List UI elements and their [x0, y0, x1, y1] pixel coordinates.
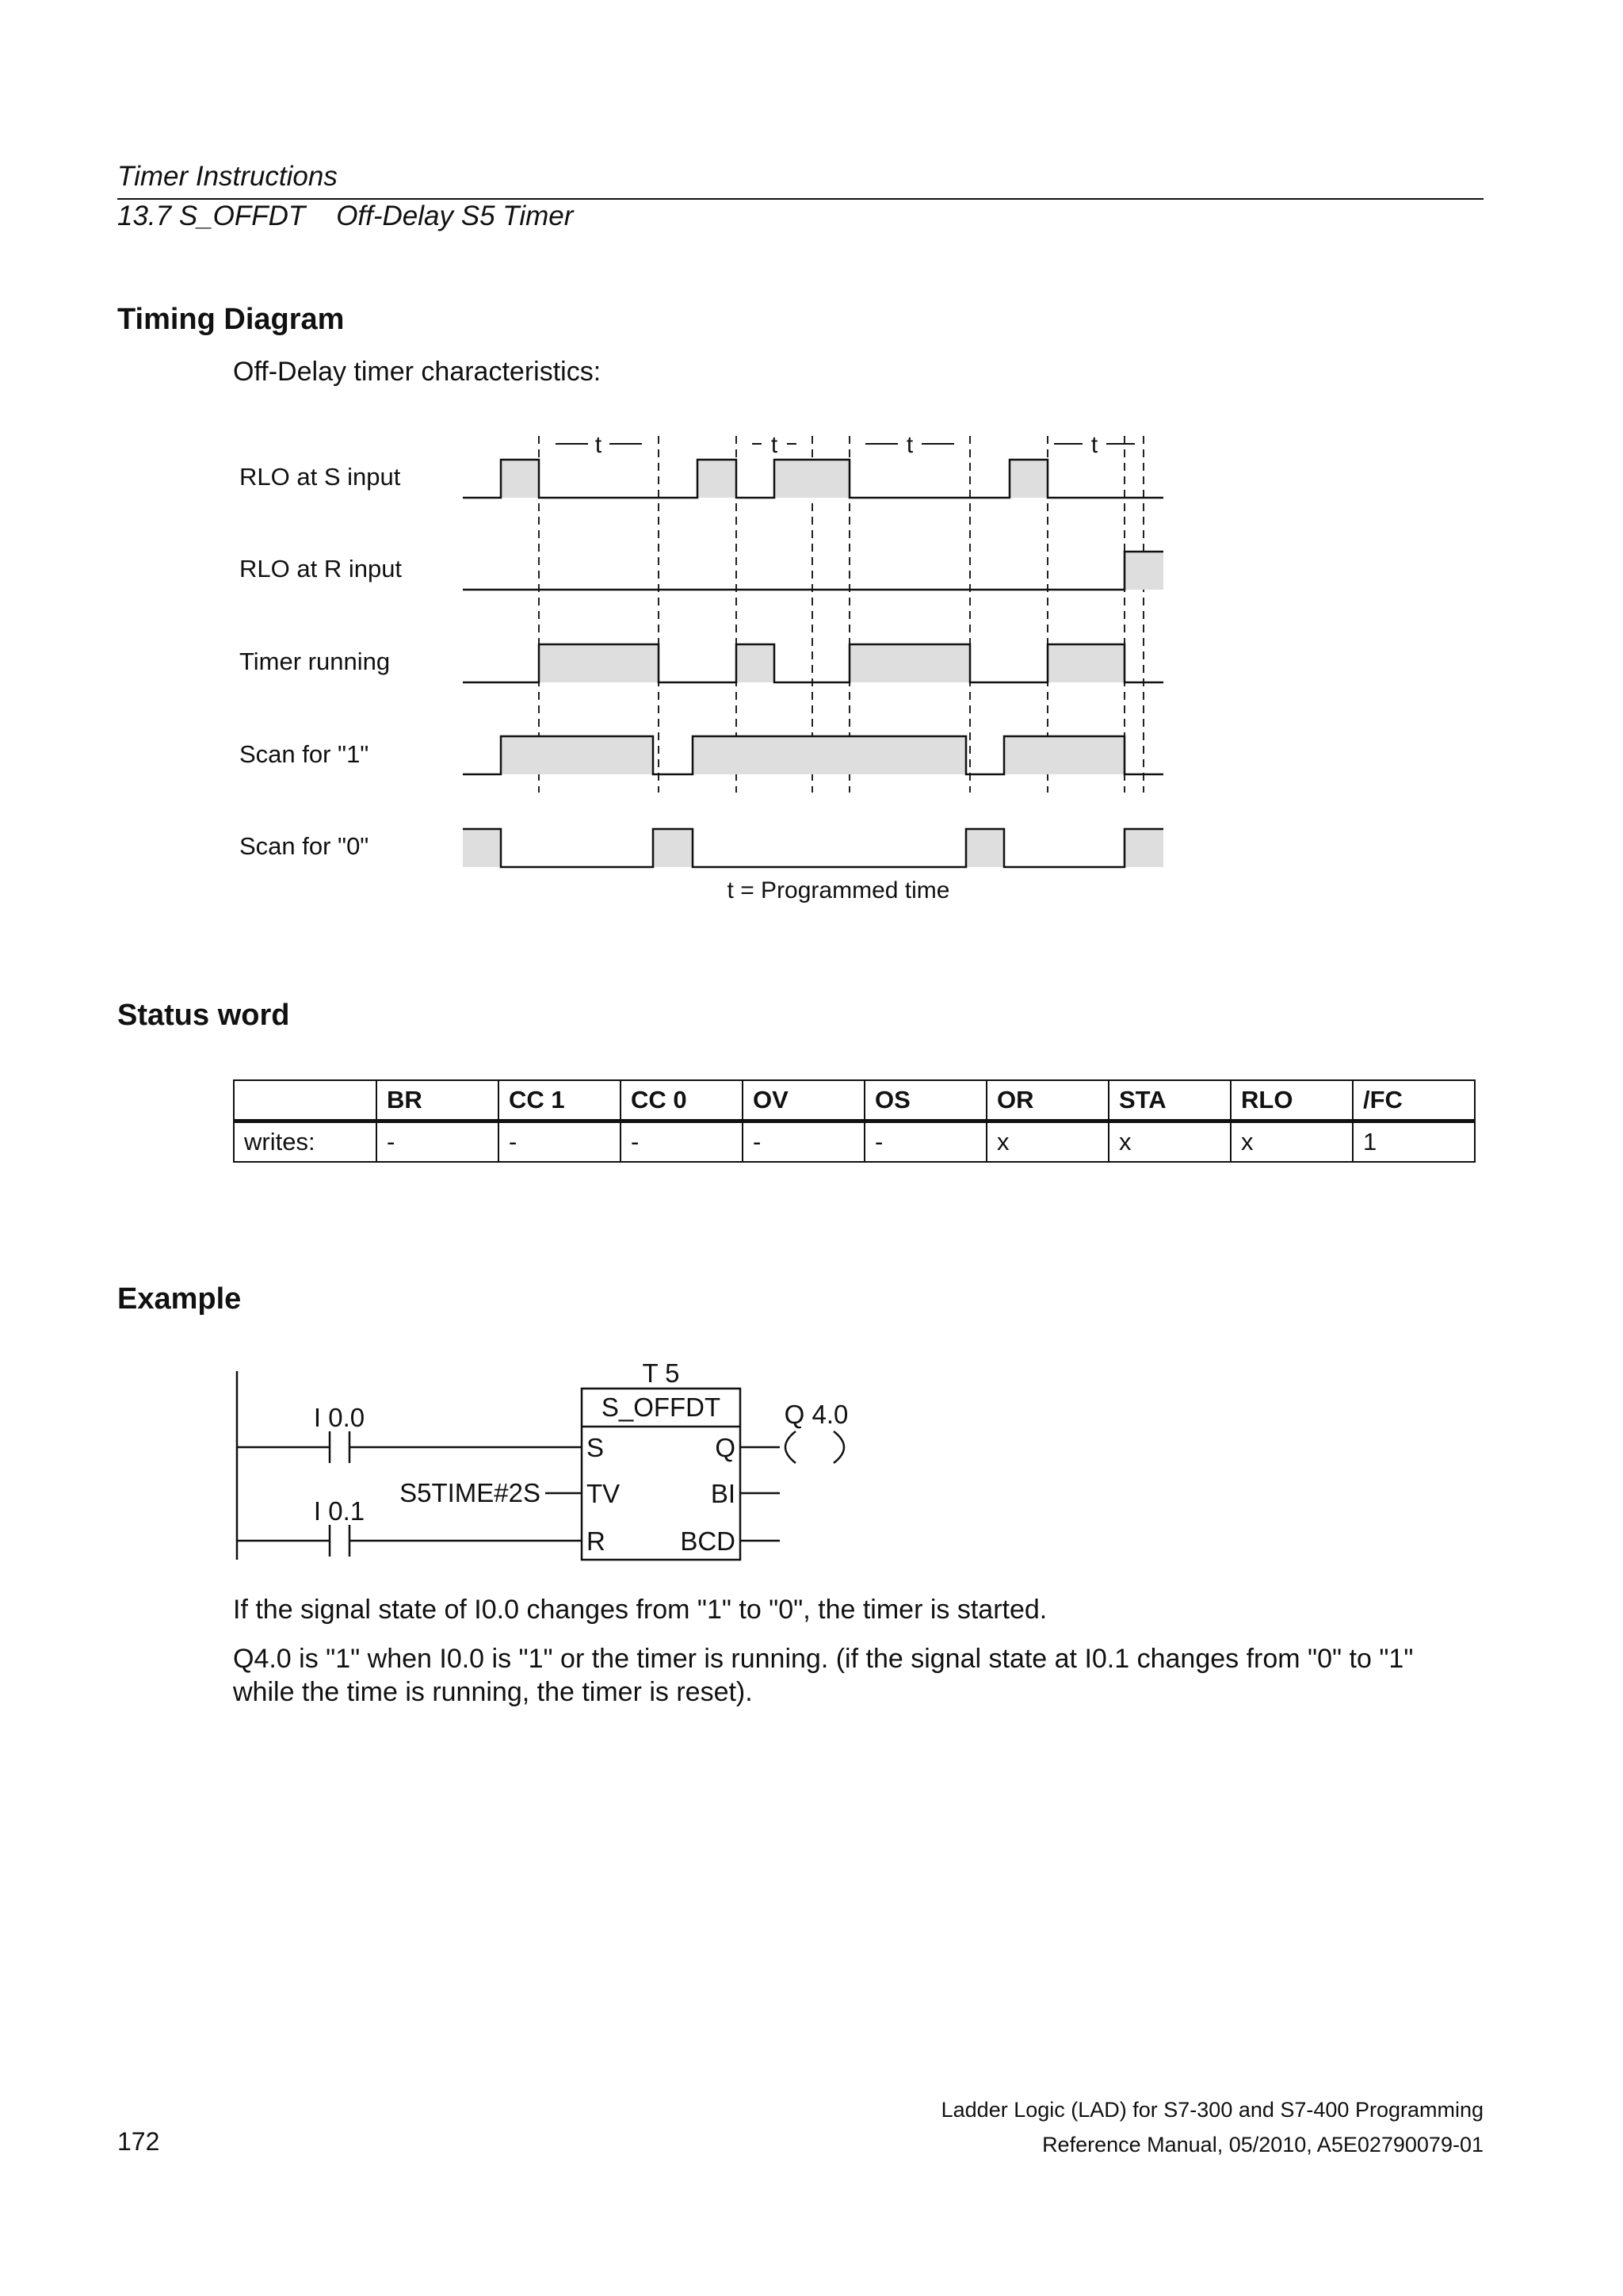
status-cell: -: [865, 1121, 987, 1163]
signal-label-scan1: Scan for "1": [239, 740, 369, 768]
pin-tv: TV: [586, 1479, 621, 1508]
header-chapter: Timer Instructions: [117, 161, 338, 192]
header-section: 13.7 S_OFFDT Off-Delay S5 Timer: [117, 201, 574, 231]
pin-s: S: [586, 1433, 605, 1462]
signal-label-scan0: Scan for "0": [239, 832, 369, 860]
status-col-cc1: CC 1: [498, 1080, 621, 1121]
preset-value: S5TIME#2S: [399, 1478, 540, 1507]
status-cell: x: [1109, 1121, 1231, 1163]
footer-manual-id: Reference Manual, 05/2010, A5E02790079-01: [1042, 2133, 1484, 2157]
coil-q40: [785, 1431, 796, 1463]
pin-q: Q: [715, 1433, 735, 1462]
status-cell: -: [621, 1121, 743, 1163]
waveform-scan-1: [463, 736, 1163, 774]
signal-label-running: Timer running: [239, 648, 391, 675]
example-text-1: If the signal state of I0.0 changes from "1" to "0", the timer is started.: [233, 1595, 1048, 1625]
pin-bi: BI: [710, 1479, 735, 1508]
timing-heading: Timing Diagram: [117, 303, 345, 336]
status-cell: x: [1231, 1121, 1353, 1163]
status-word-table: [233, 1079, 1476, 1163]
signal-label-r: RLO at R input: [239, 555, 403, 583]
status-cell: writes:: [234, 1121, 376, 1163]
timer-number: T 5: [642, 1358, 680, 1388]
t-label-3: t: [906, 432, 914, 458]
status-header-row: [234, 1080, 1475, 1121]
contact-i00-label: I 0.0: [313, 1403, 365, 1432]
footer-manual-title: Ladder Logic (LAD) for S7-300 and S7-400 Programming: [941, 2098, 1484, 2122]
waveform-scan-0: [463, 829, 1163, 867]
coil-q40-label: Q 4.0: [784, 1400, 849, 1429]
status-col-fc: /FC: [1353, 1080, 1475, 1121]
status-writes-row: [234, 1121, 1475, 1163]
page-number: 172: [117, 2127, 160, 2156]
status-col-or: OR: [987, 1080, 1109, 1121]
waveform-timer-running: [463, 644, 1163, 682]
example-text-2: Q4.0 is "1" when I0.0 is "1" or the timer is running. (if the signal state at I0.1 changes from "0" to "1" while the time is running, the timer is reset).: [233, 1644, 1414, 1707]
ladder-diagram: [0, 1347, 1623, 1585]
status-heading: Status word: [117, 999, 290, 1032]
contact-i01-label: I 0.1: [313, 1496, 365, 1526]
waveform-rlo-s: [463, 460, 1163, 498]
timer-box-name: S_OFFDT: [601, 1392, 721, 1422]
status-col-cc0: CC 0: [621, 1080, 743, 1121]
timing-diagram: [0, 0, 1623, 919]
status-col-ov: OV: [743, 1080, 865, 1121]
status-cell: -: [743, 1121, 865, 1163]
pin-bcd: BCD: [680, 1526, 735, 1556]
status-col-os: OS: [865, 1080, 987, 1121]
status-cell: x: [987, 1121, 1109, 1163]
status-col-sta: STA: [1109, 1080, 1231, 1121]
example-heading: Example: [117, 1282, 242, 1316]
pin-r: R: [586, 1526, 605, 1556]
status-col-br: BR: [376, 1080, 498, 1121]
timing-note: t = Programmed time: [727, 877, 950, 904]
timing-intro: Off-Delay timer characteristics:: [233, 357, 601, 387]
status-col-rlo: RLO: [1231, 1080, 1353, 1121]
status-cell: -: [498, 1121, 621, 1163]
status-cell: 1: [1353, 1121, 1475, 1163]
status-cell: -: [376, 1121, 498, 1163]
signal-label-s: RLO at S input: [239, 463, 401, 491]
t-label-2: t: [770, 432, 778, 458]
t-label-4: t: [1090, 432, 1098, 458]
status-col-blank: [234, 1080, 376, 1121]
t-label-1: t: [594, 432, 602, 458]
